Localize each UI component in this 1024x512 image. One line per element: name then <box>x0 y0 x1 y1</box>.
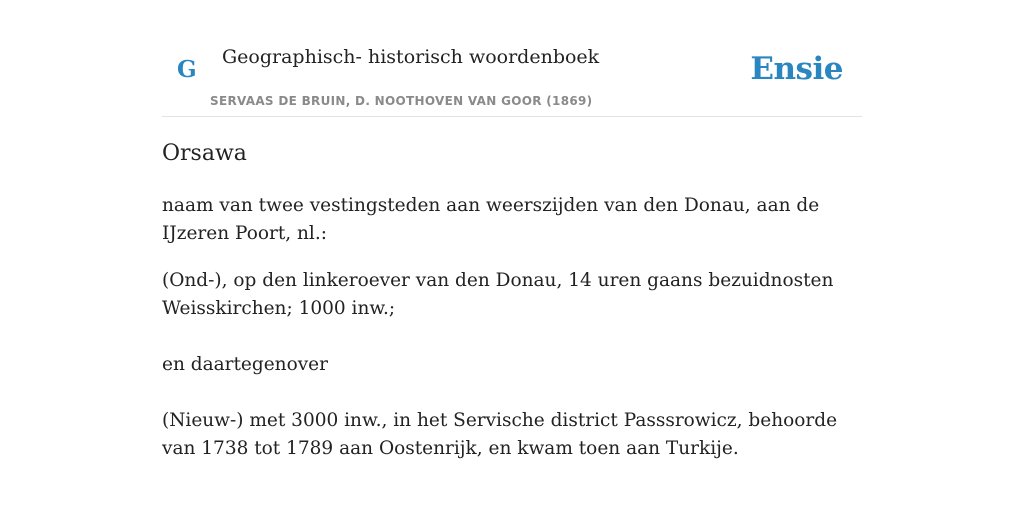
entry-content <box>162 138 862 463</box>
book-title-link[interactable]: Geographisch- historisch woordenboek <box>222 46 600 68</box>
entry-paragraph: en daartegenover <box>162 354 328 375</box>
ensie-logo[interactable]: Ensie <box>750 51 843 87</box>
book-letter-icon[interactable]: G <box>177 56 197 83</box>
entry-paragraph: (Nieuw-) met 3000 inw., in het Servische district Passsrowicz, behoorde van 1738 tot 1789 aan Oostenrijk, en kwam toen aan Turkije. <box>162 410 838 459</box>
book-authors: SERVAAS DE BRUIN, D. NOOTHOVEN VAN GOOR (1869) <box>210 94 593 108</box>
entry-title: Orsawa <box>162 141 247 166</box>
entry-paragraph: (Ond-), op den linkeroever van den Donau, 14 uren gaans bezuidnosten Weisskirchen; 1000 inw.; <box>162 270 834 319</box>
page-header <box>162 0 862 117</box>
entry-paragraph: naam van twee vestingsteden aan weerszijden van den Donau, aan de IJzeren Poort, nl.: <box>162 195 820 244</box>
